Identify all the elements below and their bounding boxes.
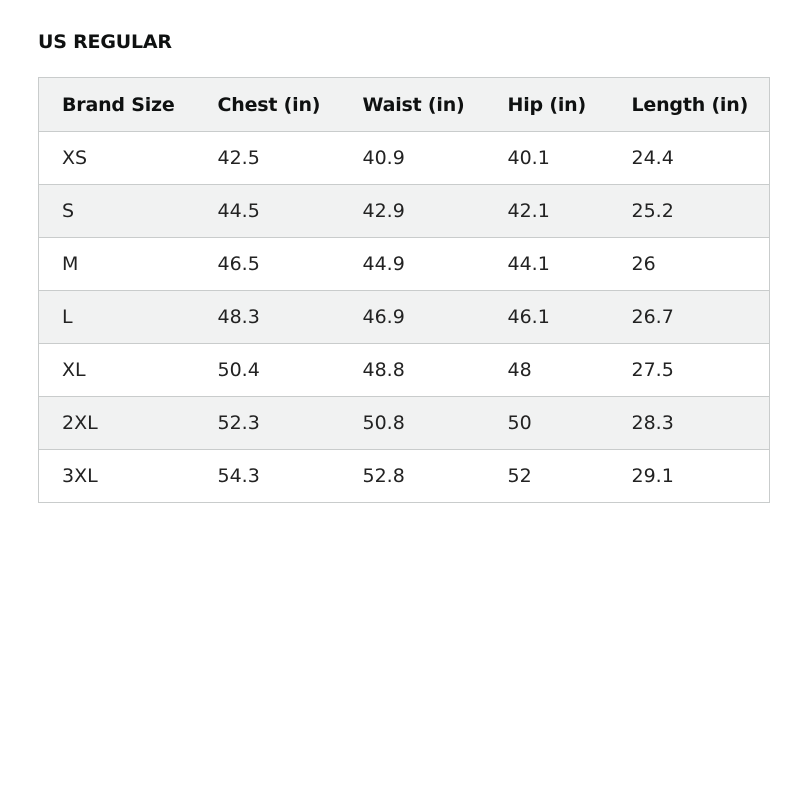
header-length: Length (in) (609, 78, 770, 132)
header-waist: Waist (in) (340, 78, 485, 132)
cell-waist: 44.9 (340, 238, 485, 291)
table-row (39, 397, 770, 450)
table-row (39, 132, 770, 185)
table-row (39, 185, 770, 238)
cell-brand-size: 3XL (62, 465, 98, 487)
cell-waist: 48.8 (340, 344, 485, 397)
cell-brand-size: S (39, 185, 195, 238)
cell-brand-size: XS (39, 132, 195, 185)
cell-waist: 40.9 (340, 132, 485, 185)
cell-chest: 44.5 (195, 185, 340, 238)
cell-brand-size: 2XL (39, 397, 195, 450)
cell-waist: 50.8 (340, 397, 485, 450)
cell-chest: 46.5 (195, 238, 340, 291)
cell-length: 27.5 (609, 344, 770, 397)
cell-chest: 42.5 (195, 132, 340, 185)
cell-chest: 50.4 (195, 344, 340, 397)
table-row (39, 344, 770, 397)
cell-length: 28.3 (609, 397, 770, 450)
cell-length: 26.7 (609, 291, 770, 344)
page-title: US REGULAR (38, 31, 172, 53)
cell-hip: 44.1 (485, 238, 609, 291)
cell-length: 29.1 (631, 465, 674, 487)
cell-brand-size: XL (39, 344, 195, 397)
cell-length: 24.4 (609, 132, 770, 185)
cell-hip: 52 (507, 465, 532, 487)
table-row (39, 450, 770, 503)
cell-chest: 54.3 (217, 465, 260, 487)
size-chart-table (38, 77, 770, 503)
cell-waist: 46.9 (340, 291, 485, 344)
header-chest: Chest (in) (195, 78, 340, 132)
cell-hip: 46.1 (485, 291, 609, 344)
header-brand-size: Brand Size (39, 78, 195, 132)
cell-length: 25.2 (609, 185, 770, 238)
table-header-row (39, 78, 770, 132)
cell-waist: 42.9 (340, 185, 485, 238)
cell-hip: 48 (485, 344, 609, 397)
cell-hip: 42.1 (485, 185, 609, 238)
table-row (39, 291, 770, 344)
cell-length: 26 (609, 238, 770, 291)
cell-chest: 48.3 (195, 291, 340, 344)
cell-chest: 52.3 (195, 397, 340, 450)
cell-brand-size: M (39, 238, 195, 291)
table-row (39, 238, 770, 291)
header-hip: Hip (in) (485, 78, 609, 132)
cell-hip: 40.1 (485, 132, 609, 185)
cell-brand-size: L (39, 291, 195, 344)
cell-hip: 50 (485, 397, 609, 450)
cell-waist: 52.8 (362, 465, 405, 487)
